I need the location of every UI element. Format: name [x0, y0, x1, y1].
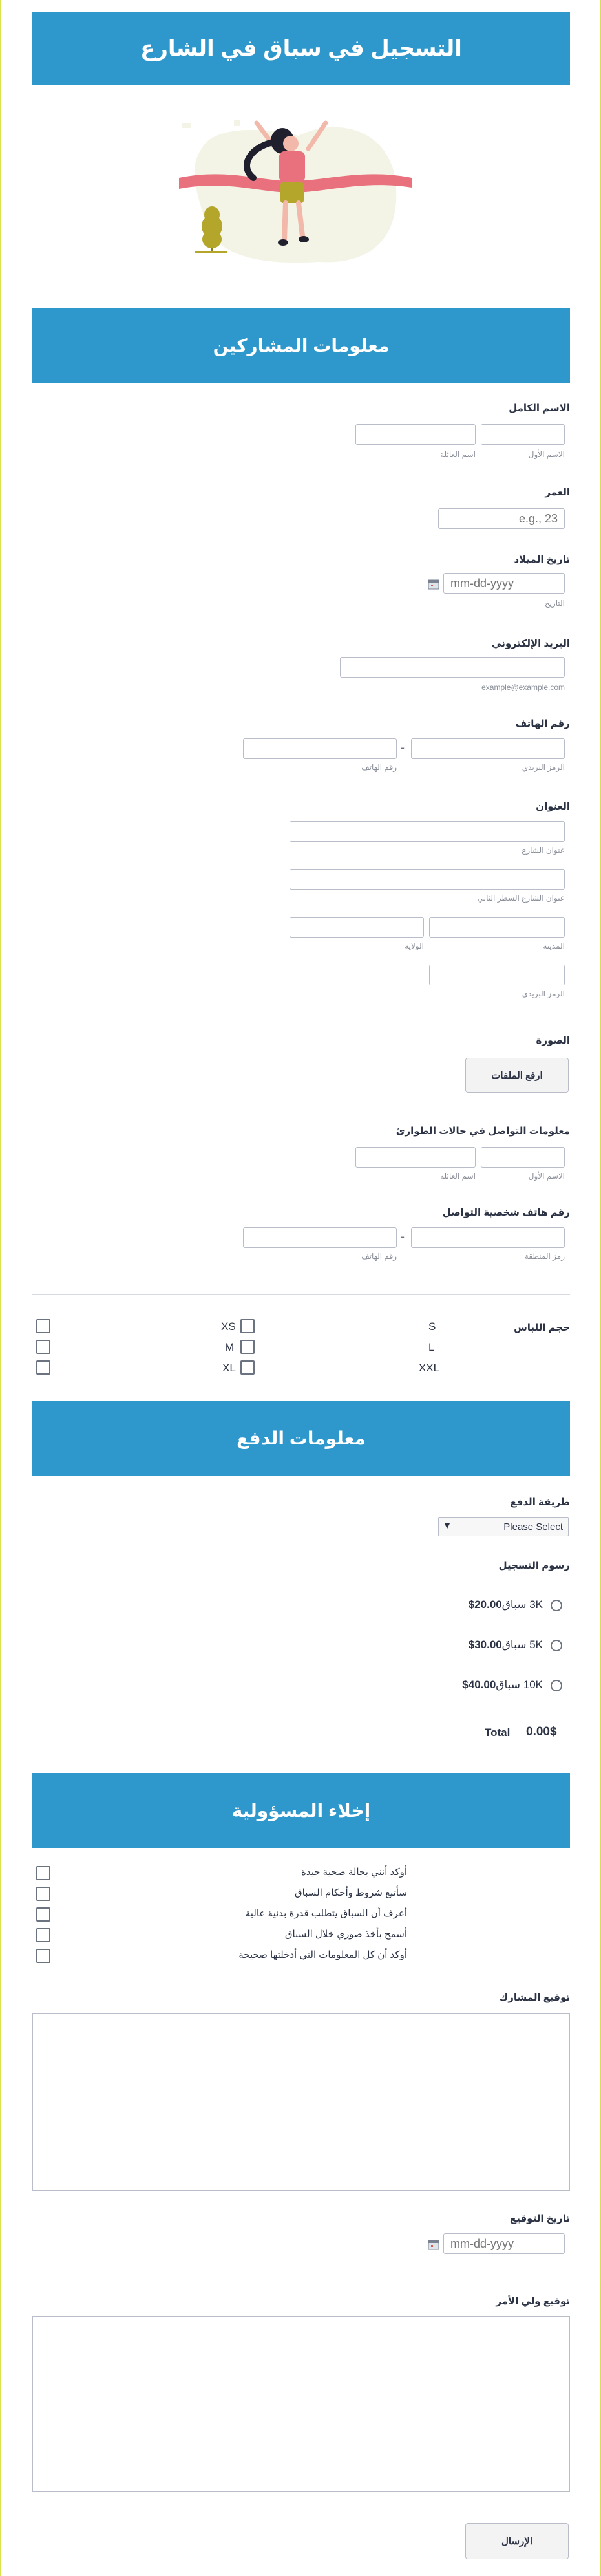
phone-area-sublabel: الرمز البريدي [522, 763, 565, 772]
waiver-item: أوكد أنني بحالة صحية جيدة [300, 1867, 407, 1878]
fee-option-price: 20.00$ [468, 1598, 502, 1611]
shirt-option-checkbox[interactable] [240, 1360, 255, 1375]
chevron-down-icon: ▼ [443, 1520, 452, 1530]
contact-area-input[interactable] [411, 1227, 565, 1248]
total-value: 0.00$ [526, 1725, 557, 1739]
section-header-waiver [32, 1773, 570, 1848]
first-name-input[interactable] [481, 424, 565, 445]
form-header [32, 12, 570, 85]
section-title: إخلاء المسؤولية [231, 1800, 371, 1821]
payment-method-select[interactable] [438, 1517, 569, 1536]
shirt-option-checkbox[interactable] [240, 1319, 255, 1333]
upload-files-label: ارفع الملفات [491, 1070, 543, 1081]
full-name-label: الاسم الكامل [509, 403, 570, 414]
fee-option-price: 30.00$ [468, 1638, 502, 1651]
waiver-checkbox[interactable] [36, 1907, 50, 1922]
shirt-option-label: XXL [419, 1362, 440, 1374]
shirt-option-label: M [225, 1341, 235, 1353]
registration-fee-label: رسوم التسجيل [498, 1560, 570, 1571]
waiver-item: سأتبع شروط وأحكام السباق [295, 1887, 407, 1898]
state-input[interactable] [290, 917, 424, 938]
payment-method-label: طريقة الدفع [510, 1497, 570, 1508]
contact-area-sublabel: رمز المنطقة [524, 1252, 565, 1261]
phone-label: رقم الهاتف [515, 718, 570, 729]
phone-area-input[interactable] [411, 738, 565, 759]
street1-sublabel: عنوان الشارع [522, 846, 565, 855]
fee-option-price: 40.00$ [462, 1679, 496, 1691]
calendar-icon[interactable] [428, 578, 439, 590]
photo-label: الصورة [536, 1035, 570, 1046]
form-title: التسجيل في سباق في الشارع [140, 36, 462, 61]
age-label: العمر [545, 487, 570, 498]
address-label: العنوان [536, 801, 570, 812]
submit-label: الإرسال [501, 2536, 532, 2547]
shirt-option-label: L [428, 1341, 435, 1353]
fee-option-label [454, 1679, 543, 1691]
section-header-participants [32, 308, 570, 383]
fee-option-radio[interactable] [551, 1640, 562, 1651]
state-sublabel: الولاية [405, 941, 424, 950]
birth-date-sublabel: التاريخ [544, 599, 565, 608]
zip-sublabel: الرمز البريدي [522, 989, 565, 998]
birth-date-label: تاريخ الميلاد [514, 554, 570, 565]
city-sublabel: المدينة [543, 941, 565, 950]
waiver-checkbox[interactable] [36, 1887, 50, 1901]
fee-option-label [460, 1598, 543, 1611]
fee-option-name: 10K سباق [496, 1679, 543, 1691]
city-input[interactable] [429, 917, 565, 938]
shirt-option-label: S [428, 1320, 436, 1333]
last-name-sublabel: اسم العائلة [440, 450, 476, 459]
age-input[interactable] [438, 508, 565, 529]
total-label: Total [485, 1726, 511, 1739]
shirt-size-label: حجم اللباس [514, 1322, 570, 1333]
waiver-item: أعرف أن السباق يتطلب قدرة بدنية عالية [245, 1908, 407, 1919]
phone-number-sublabel: رقم الهاتف [361, 763, 397, 772]
shirt-option-checkbox[interactable] [36, 1319, 50, 1333]
participant-signature-label: توقيع المشارك [499, 1992, 570, 2003]
contact-number-input[interactable] [243, 1227, 397, 1248]
last-name-input[interactable] [355, 424, 476, 445]
section-title: معلومات المشاركين [213, 335, 390, 356]
payment-method-value: Please Select [503, 1521, 563, 1532]
section-title: معلومات الدفع [237, 1428, 366, 1448]
waiver-checkbox[interactable] [36, 1866, 50, 1880]
submit-button[interactable] [465, 2523, 569, 2559]
email-label: البريد الإلكتروني [492, 638, 570, 649]
email-sublabel: example@example.com [481, 683, 565, 692]
emergency-first-name-input[interactable] [481, 1147, 565, 1168]
phone-number-input[interactable] [243, 738, 397, 759]
shirt-option-label: XL [222, 1362, 236, 1374]
shirt-option-checkbox[interactable] [36, 1360, 50, 1375]
contact-phone-label: رقم هاتف شخصية التواصل [442, 1207, 570, 1218]
waiver-item: أسمح بأخذ صوري خلال السباق [284, 1929, 407, 1940]
contact-number-sublabel: رقم الهاتف [361, 1252, 397, 1261]
signature-date-input[interactable] [443, 2233, 565, 2254]
fee-option-name: 3K سباق [501, 1598, 543, 1611]
emergency-contact-label: معلومات التواصل في حالات الطوارئ [395, 1126, 570, 1137]
shirt-option-checkbox[interactable] [36, 1340, 50, 1354]
signature-date-label: تاريخ التوقيع [509, 2213, 570, 2224]
street1-input[interactable] [290, 821, 565, 842]
birth-date-input[interactable] [443, 573, 565, 594]
waiver-item: أوكد أن كل المعلومات التي أدخلتها صحيحة [238, 1949, 407, 1960]
upload-files-button[interactable] [465, 1058, 569, 1093]
waiver-checkbox[interactable] [36, 1949, 50, 1963]
participant-signature-pad[interactable] [32, 2013, 570, 2191]
first-name-sublabel: الاسم الأول [528, 450, 565, 459]
divider [32, 1294, 570, 1295]
shirt-option-checkbox[interactable] [240, 1340, 255, 1354]
guardian-signature-pad[interactable] [32, 2316, 570, 2492]
fee-option-radio[interactable] [551, 1600, 562, 1611]
emergency-last-name-input[interactable] [355, 1147, 476, 1168]
calendar-icon[interactable] [428, 2238, 439, 2250]
runner-illustration [176, 110, 415, 278]
emergency-last-sublabel: اسم العائلة [440, 1172, 476, 1181]
section-header-payment [32, 1401, 570, 1476]
waiver-checkbox[interactable] [36, 1928, 50, 1942]
guardian-signature-label: توقيع ولي الأمر [496, 2296, 570, 2307]
street2-input[interactable] [290, 869, 565, 890]
street2-sublabel: عنوان الشارع السطر الثاني [477, 894, 565, 903]
fee-option-label [460, 1638, 543, 1651]
contact-phone-dash: - [401, 1230, 405, 1243]
phone-dash: - [401, 741, 405, 754]
fee-option-name: 5K سباق [501, 1638, 543, 1651]
emergency-first-sublabel: الاسم الأول [528, 1172, 565, 1181]
fee-option-radio[interactable] [551, 1680, 562, 1691]
zip-input[interactable] [429, 965, 565, 985]
shirt-option-label: XS [221, 1320, 236, 1333]
email-input[interactable] [340, 657, 565, 678]
